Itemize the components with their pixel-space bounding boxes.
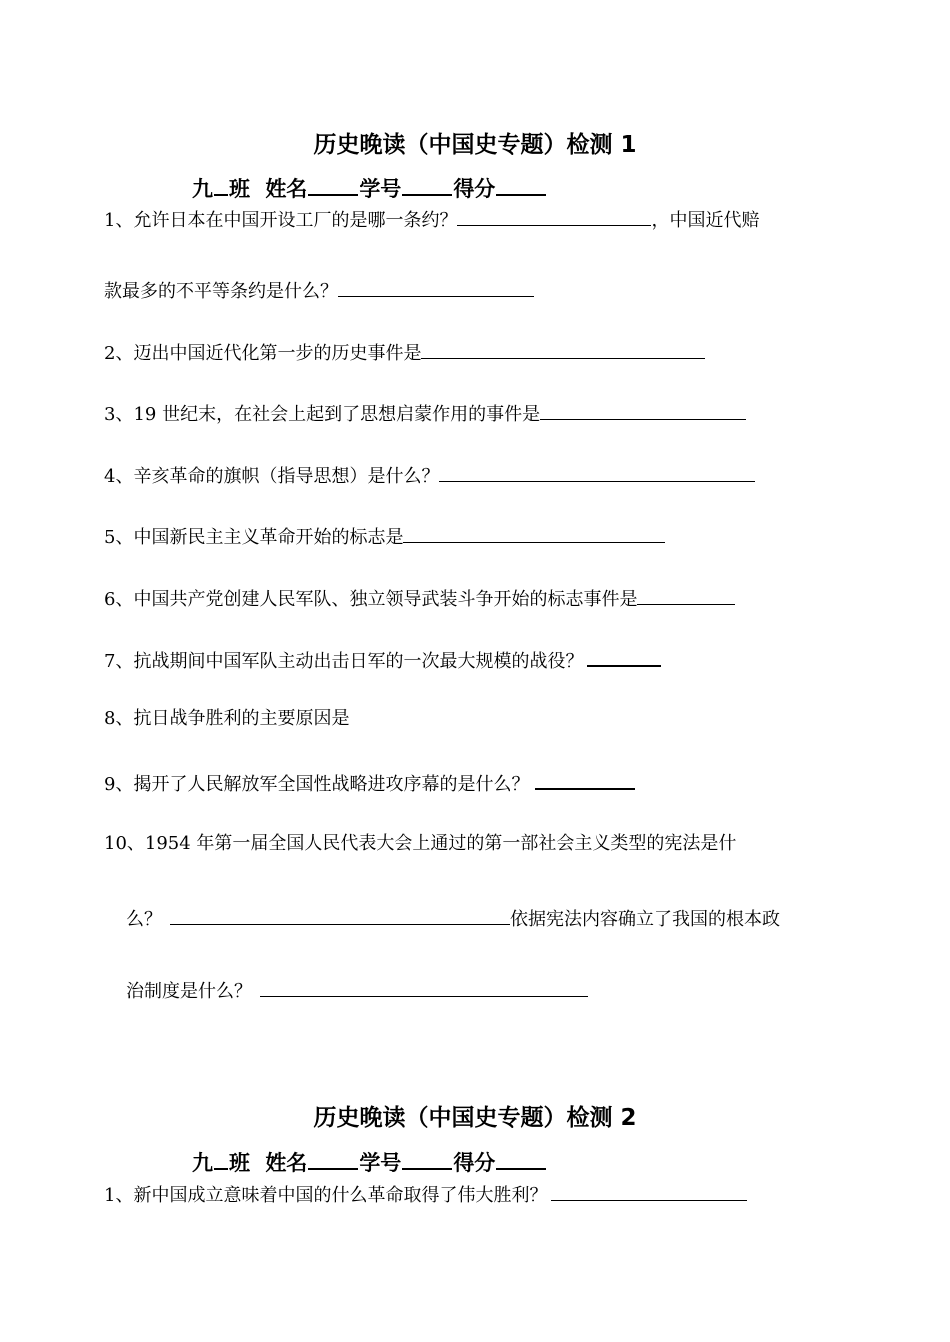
question-10-line-1 [104, 832, 736, 856]
question-6-blank[interactable] [637, 584, 735, 605]
question-1-text-a: 1、允许日本在中国开设工厂的是哪一条约？ [104, 210, 458, 231]
test2-student-info [192, 1148, 547, 1176]
class-blank[interactable] [214, 1148, 228, 1170]
question-3 [104, 399, 746, 427]
score-blank[interactable] [496, 174, 546, 196]
question-2-text: 2、迈出中国近代化第一步的历史事件是 [104, 343, 422, 364]
student-id-blank[interactable] [402, 174, 452, 196]
question-10-text-a: 10、1954 年第一届全国人民代表大会上通过的第一部社会主义类型的宪法是什 [104, 833, 737, 854]
question-1-blank-b[interactable] [338, 276, 534, 297]
question-10-line-3 [126, 976, 588, 1004]
question-5-blank[interactable] [403, 522, 665, 543]
question-3-text: 3、19 世纪末，在社会上起到了思想启蒙作用的事件是 [104, 404, 541, 425]
score-label: 得分 [453, 177, 496, 201]
test2-title: 历史晚读（中国史专题）检测 2 [313, 1105, 637, 1131]
name-blank[interactable] [308, 1148, 358, 1170]
question-9-text: 9、揭开了人民解放军全国性战略进攻序幕的是什么？ [104, 774, 530, 795]
question-6 [104, 584, 735, 612]
test2-question-1-text: 1、新中国成立意味着中国的什么革命取得了伟大胜利？ [104, 1185, 548, 1206]
class-suffix: 班 [229, 177, 250, 201]
question-9 [104, 768, 635, 797]
question-10-text-b1: 么？ [126, 909, 162, 930]
question-7-text: 7、抗战期间中国军队主动出击日军的一次最大规模的战役？ [104, 651, 584, 672]
question-10-blank-b[interactable] [260, 976, 588, 997]
student-id-label: 学号 [359, 1151, 402, 1175]
name-blank[interactable] [308, 174, 358, 196]
question-10-line-2 [126, 904, 780, 932]
question-10-text-b2: 依据宪法内容确立了我国的根本政 [510, 909, 780, 930]
student-id-label: 学号 [359, 177, 402, 201]
question-4-blank[interactable] [439, 461, 755, 482]
question-10-text-c: 治制度是什么？ [126, 981, 252, 1002]
question-9-blank[interactable] [535, 768, 635, 790]
test1-student-info [192, 174, 547, 202]
question-2 [104, 338, 705, 366]
score-blank[interactable] [496, 1148, 546, 1170]
question-10-blank-a[interactable] [170, 904, 510, 925]
question-5-text: 5、中国新民主主义革命开始的标志是 [104, 527, 404, 548]
question-4-text: 4、辛亥革命的旗帜（指导思想）是什么？ [104, 466, 440, 487]
name-label: 姓名 [265, 177, 308, 201]
question-4 [104, 461, 755, 489]
question-1-line-2 [104, 276, 534, 304]
student-id-blank[interactable] [402, 1148, 452, 1170]
class-blank[interactable] [214, 174, 228, 196]
question-1-text-b: ，中国近代赔 [651, 210, 760, 231]
question-5 [104, 522, 665, 550]
test2-question-1 [104, 1180, 747, 1208]
name-label: 姓名 [265, 1151, 308, 1175]
test2-question-1-blank[interactable] [551, 1180, 747, 1201]
question-8 [104, 707, 349, 731]
question-8-text: 8、抗日战争胜利的主要原因是 [104, 708, 350, 729]
question-7-blank[interactable] [587, 645, 661, 667]
score-label: 得分 [453, 1151, 496, 1175]
class-suffix: 班 [229, 1151, 250, 1175]
question-1-text-c: 款最多的不平等条约是什么？ [104, 281, 338, 302]
question-1-blank-a[interactable] [457, 205, 651, 226]
class-label: 九 [192, 1151, 213, 1175]
test1-title: 历史晚读（中国史专题）检测 1 [313, 132, 637, 158]
question-1-line-1 [104, 205, 759, 233]
question-3-blank[interactable] [540, 399, 746, 420]
question-6-text: 6、中国共产党创建人民军队、独立领导武装斗争开始的标志事件是 [104, 589, 638, 610]
question-2-blank[interactable] [421, 338, 705, 359]
class-label: 九 [192, 177, 213, 201]
question-7 [104, 645, 661, 674]
